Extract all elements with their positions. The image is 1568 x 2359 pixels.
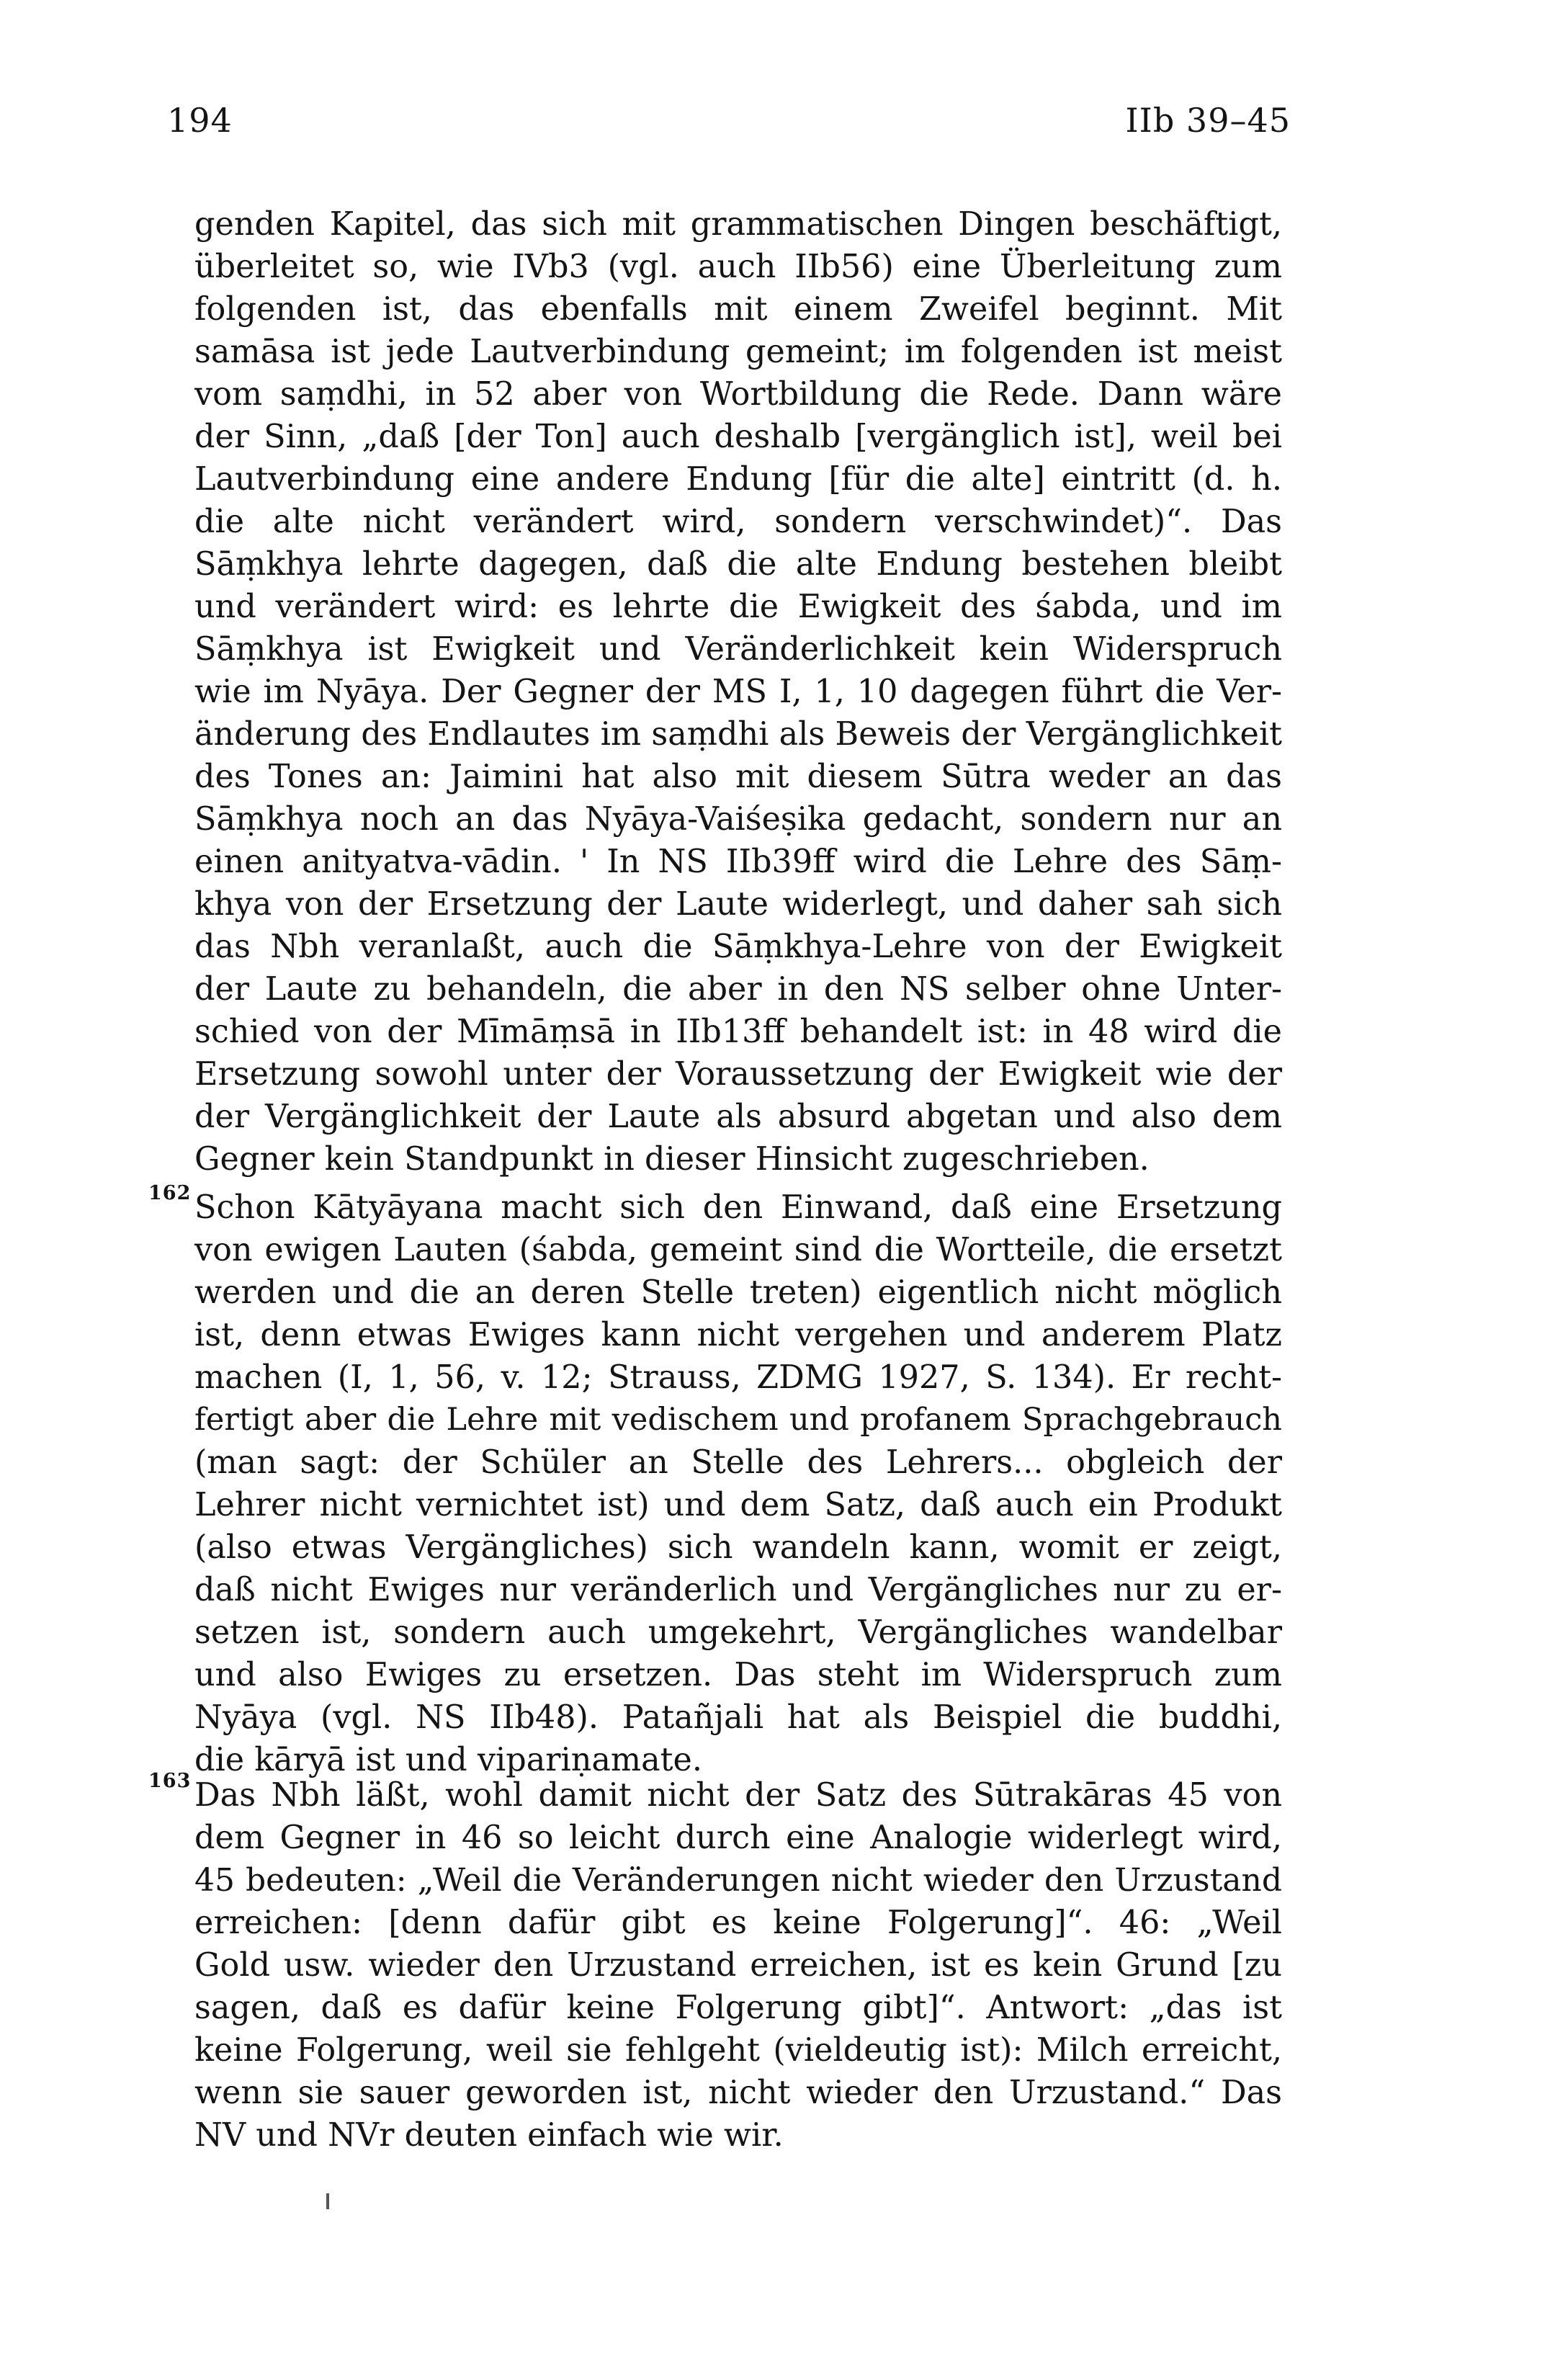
text-line: Sāṃkhya ist Ewigkeit und Veränderlichkeit kein Widerspruch <box>194 631 1282 668</box>
text-line: genden Kapitel, das sich mit grammatischen Dingen beschäftigt, <box>194 206 1282 243</box>
text-line: die kāryā ist und vipariṇamate. <box>194 1742 703 1778</box>
text-line: erreichen: [denn dafür gibt es keine Folgerung]“. 46: „Weil <box>194 1904 1282 1941</box>
footnote-163 <box>148 1770 1282 2157</box>
page-number: 194 <box>167 101 233 140</box>
text-line: Das Nbh läßt, wohl damit nicht der Satz des Sūtrakāras 45 von <box>194 1777 1282 1814</box>
text-line: Nyāya (vgl. NS IIb48). Patañjali hat als Beispiel die buddhi, <box>194 1699 1282 1736</box>
text-line: der Vergänglichkeit der Laute als absurd abgetan und also dem <box>194 1098 1282 1135</box>
text-line: sagen, daß es dafür keine Folgerung gibt]“. Antwort: „das ist <box>194 1989 1282 2026</box>
text-line: khya von der Ersetzung der Laute widerlegt, und daher sah sich <box>194 886 1282 923</box>
text-line: der Laute zu behandeln, die aber in den NS selber ohne Unter- <box>194 971 1282 1008</box>
text-line: wenn sie sauer geworden ist, nicht wieder den Urzustand.“ Das <box>194 2074 1282 2111</box>
running-head: IIb 39–45 <box>1125 101 1291 140</box>
body-paragraph <box>194 203 1282 1181</box>
text-line: Lautverbindung eine andere Endung [für die alte] eintritt (d. h. <box>194 461 1282 498</box>
text-line: änderung des Endlautes im saṃdhi als Beweis der Vergänglichkeit <box>194 716 1282 753</box>
text-line: daß nicht Ewiges nur veränderlich und Vergängliches nur zu er- <box>194 1572 1282 1608</box>
text-line: werden und die an deren Stelle treten) eigentlich nicht möglich <box>194 1274 1282 1311</box>
text-line: samāsa ist jede Lautverbindung gemeint; im folgenden ist meist <box>194 334 1282 370</box>
scan-mark <box>326 2193 329 2209</box>
text-line: setzen ist, sondern auch umgekehrt, Vergängliches wandelbar <box>194 1614 1282 1651</box>
text-line: ist, denn etwas Ewiges kann nicht vergehen und anderem Platz <box>194 1317 1282 1353</box>
text-line: das Nbh veranlaßt, auch die Sāṃkhya-Lehre von der Ewigkeit <box>194 928 1282 965</box>
footnote-number: 163 <box>148 1770 192 1792</box>
text-line: und verändert wird: es lehrte die Ewigkeit des śabda, und im <box>194 588 1282 625</box>
footnote-number: 162 <box>148 1182 192 1204</box>
text-line: Sāṃkhya lehrte dagegen, daß die alte Endung bestehen bleibt <box>194 546 1282 583</box>
text-line: des Tones an: Jaimini hat also mit diesem Sūtra weder an das <box>194 758 1282 795</box>
text-line: vom saṃdhi, in 52 aber von Wortbildung die Rede. Dann wäre <box>194 376 1282 413</box>
text-line: schied von der Mīmāṃsā in IIb13ff behandelt ist: in 48 wird die <box>194 1013 1282 1050</box>
text-line: überleitet so, wie IVb3 (vgl. auch IIb56) eine Überleitung zum <box>194 249 1282 285</box>
text-line: Gegner kein Standpunkt in dieser Hinsicht zugeschrieben. <box>194 1141 1150 1178</box>
text-line: Sāṃkhya noch an das Nyāya-Vaiśeṣika gedacht, sondern nur an <box>194 801 1282 838</box>
text-line: der Sinn, „daß [der Ton] auch deshalb [vergänglich ist], weil bei <box>194 418 1282 455</box>
text-line: einen anityatva-vādin. ' In NS IIb39ff wird die Lehre des Sāṃ- <box>194 843 1282 880</box>
text-line: keine Folgerung, weil sie fehlgeht (vieldeutig ist): Milch erreicht, <box>194 2032 1282 2069</box>
page-header <box>167 101 1291 158</box>
text-line: dem Gegner in 46 so leicht durch eine Analogie widerlegt wird, <box>194 1819 1282 1856</box>
text-line: 45 bedeuten: „Weil die Veränderungen nicht wieder den Urzustand <box>194 1862 1282 1899</box>
text-line: fertigt aber die Lehre mit vedischem und profanem Sprachgebrauch <box>194 1402 1282 1438</box>
text-line: machen (I, 1, 56, v. 12; Strauss, ZDMG 1927, S. 134). Er recht- <box>194 1359 1282 1396</box>
text-line: (man sagt: der Schüler an Stelle des Lehrers... obgleich der <box>194 1444 1282 1481</box>
text-line: folgenden ist, das ebenfalls mit einem Zweifel beginnt. Mit <box>194 291 1282 328</box>
text-line: Gold usw. wieder den Urzustand erreichen, ist es kein Grund [zu <box>194 1947 1282 1984</box>
text-line: und also Ewiges zu ersetzen. Das steht im Widerspruch zum <box>194 1657 1282 1693</box>
text-line: von ewigen Lauten (śabda, gemeint sind die Wortteile, die ersetzt <box>194 1232 1282 1268</box>
text-line: (also etwas Vergängliches) sich wandeln kann, womit er zeigt, <box>194 1529 1282 1566</box>
text-line: Schon Kātyāyana macht sich den Einwand, daß eine Ersetzung <box>194 1189 1282 1226</box>
text-line: Ersetzung sowohl unter der Voraussetzung der Ewigkeit wie der <box>194 1056 1282 1093</box>
text-line: die alte nicht verändert wird, sondern verschwindet)“. Das <box>194 503 1282 540</box>
text-line: NV und NVr deuten einfach wie wir. <box>194 2117 784 2154</box>
text-line: wie im Nyāya. Der Gegner der MS I, 1, 10 dagegen führt die Ver- <box>194 673 1282 710</box>
text-line: Lehrer nicht vernichtet ist) und dem Satz, daß auch ein Produkt <box>194 1487 1282 1523</box>
